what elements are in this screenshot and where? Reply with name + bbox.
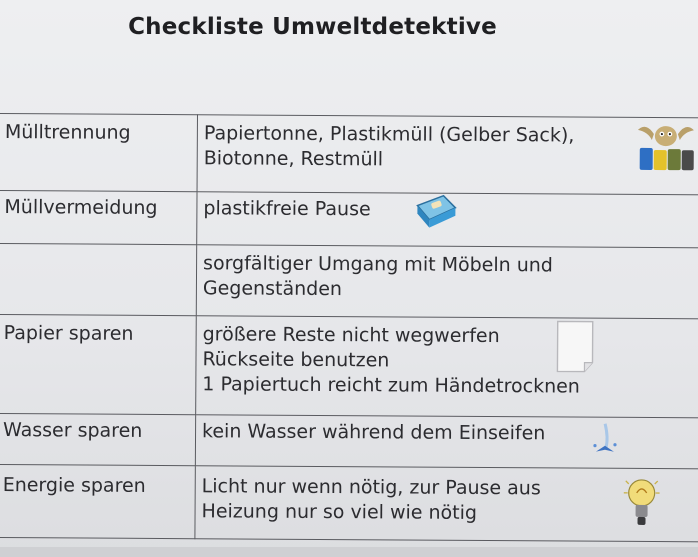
paper-sheet-icon [554, 318, 596, 374]
items-cell [196, 316, 698, 418]
page-title: Checkliste Umweltdetektive [128, 14, 497, 40]
category-cell: Müllvermeidung [0, 191, 197, 245]
items-cell [195, 415, 698, 469]
table-row [0, 244, 698, 319]
items-cell [197, 192, 698, 248]
table-row [0, 314, 698, 417]
category-cell: Mülltrennung [0, 114, 197, 192]
item-line: Gegenständen [202, 277, 343, 301]
table-row [0, 114, 698, 195]
table-row [0, 464, 698, 541]
category-cell [0, 244, 197, 316]
items-cell [196, 245, 698, 319]
table-row [0, 191, 698, 248]
light-bulb-icon [623, 475, 659, 529]
item-line: Licht nur wenn nötig, zur Pause aus [201, 475, 541, 500]
items-cell [195, 466, 698, 542]
table-bottom-edge [0, 547, 698, 557]
item-line: kein Wasser während dem Einseifen [201, 420, 546, 445]
items-cell [197, 115, 698, 195]
item-line: sorgfältiger Umgang mit Möbeln und [203, 252, 553, 277]
category-cell: Energie sparen [0, 464, 195, 538]
item-line: größere Reste nicht wegwerfen [202, 323, 500, 348]
category-cell: Papier sparen [0, 314, 196, 414]
item-line: Biotonne, Restmüll [203, 147, 384, 171]
item-line: 1 Papiertuch reicht zum Händetrocknen [202, 373, 580, 398]
lunchbox-icon [413, 192, 457, 232]
item-line: Rückseite benutzen [202, 348, 390, 372]
water-splash-icon [590, 422, 620, 456]
item-line: Heizung nur so viel wie nötig [201, 500, 478, 524]
checklist-table [0, 113, 698, 542]
item-line: plastikfreie Pause [203, 197, 371, 221]
table-row [0, 413, 698, 468]
category-cell: Wasser sparen [0, 413, 196, 465]
item-line: Papiertonne, Plastikmüll (Gelber Sack), [203, 122, 575, 147]
recycling-bins-owl-icon [636, 120, 696, 174]
